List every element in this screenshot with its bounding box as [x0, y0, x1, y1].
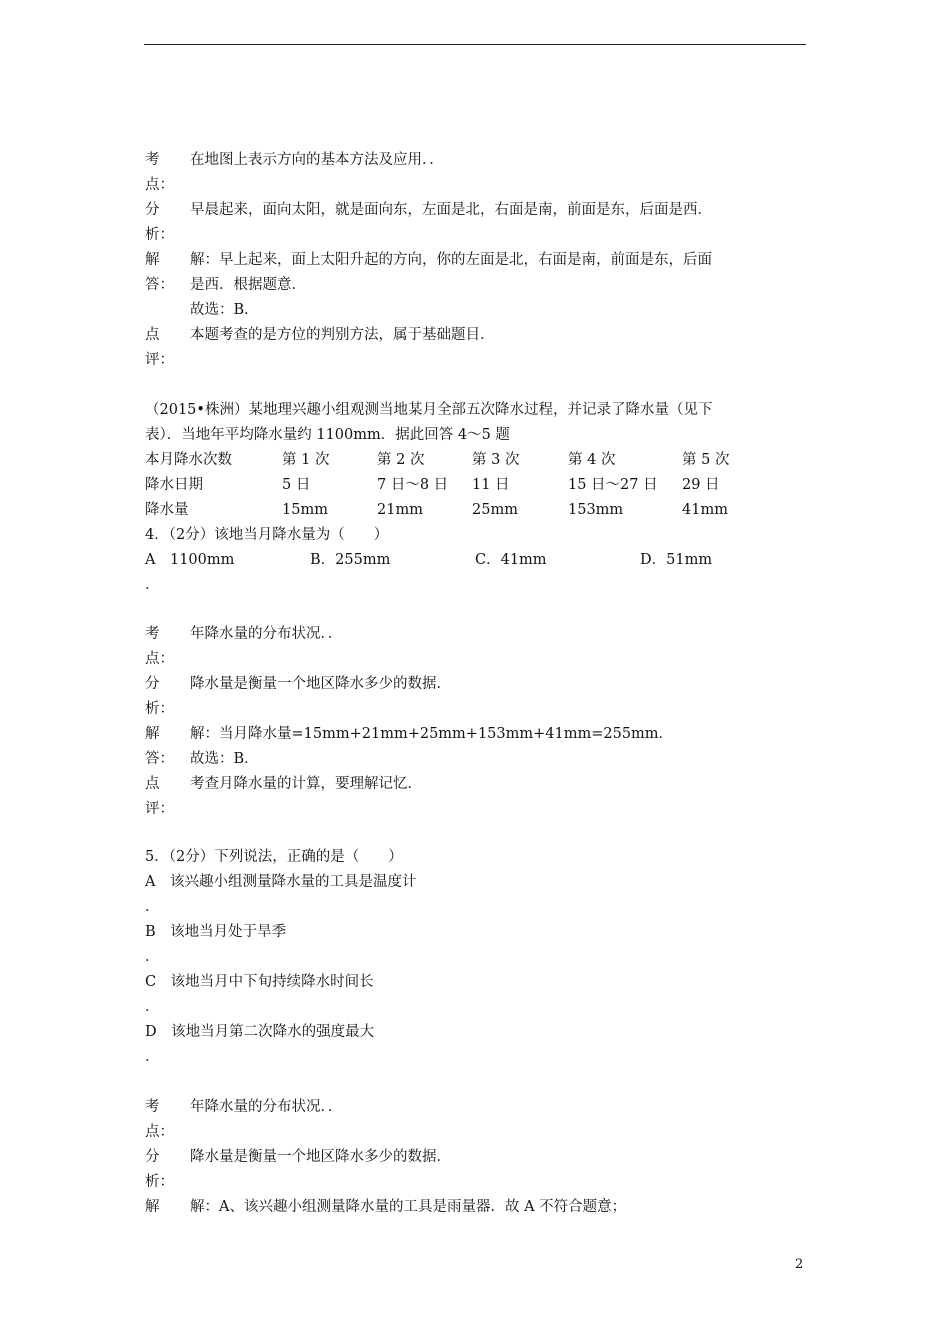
table-cell: 第 3 次	[472, 452, 520, 468]
question-5-stem: 5．（2分）下列说法，正确的是（ ）	[145, 849, 403, 865]
table-row	[145, 448, 805, 473]
jieda-text-1: 解：当月降水量=15mm+21mm+25mm+153mm+41mm=255mm．	[190, 726, 674, 742]
option-dot: ．	[145, 899, 160, 915]
dianping-text: 考查月降水量的计算，要理解记忆．	[190, 776, 422, 792]
fenxi-label-2: 析：	[145, 227, 174, 243]
kaodian-text: 年降水量的分布状况．．	[190, 626, 343, 642]
dianping-label-2: 评：	[145, 352, 174, 368]
dianping-label: 点	[145, 776, 160, 792]
question-5	[145, 845, 805, 1070]
table-cell: 第 2 次	[377, 452, 425, 468]
jieda-label: 解	[145, 252, 160, 268]
jieda-label: 解	[145, 1199, 160, 1215]
option-dot: ．	[145, 949, 160, 965]
option-b: B．255mm	[310, 552, 391, 568]
option-c: C 该地当月中下旬持续降水时间长	[145, 974, 374, 990]
question-4-stem: 4．（2分）该地当月降水量为（ ）	[145, 527, 389, 543]
page-number: 2	[795, 1257, 804, 1272]
fenxi-text: 降水量是衡量一个地区降水多少的数据．	[190, 676, 451, 692]
jieda-text-2: 是西．根据题意．	[190, 277, 306, 293]
option-b: B 该地当月处于旱季	[145, 924, 287, 940]
table-cell: 41mm	[682, 502, 728, 518]
table-cell: 15 日～27 日	[568, 477, 658, 493]
kaodian-label: 考	[145, 626, 160, 642]
jieda-label-2: 答：	[145, 277, 174, 293]
question-4	[145, 523, 805, 598]
option-dot: ．	[145, 999, 160, 1015]
option-a: A 该兴趣小组测量降水量的工具是温度计	[145, 874, 417, 890]
kaodian-label: 考	[145, 1099, 160, 1115]
table-cell: 第 1 次	[282, 452, 330, 468]
option-d: D．51mm	[640, 552, 713, 568]
kaodian-text: 在地图上表示方向的基本方法及应用．．	[190, 152, 444, 168]
table-cell: 降水日期	[145, 477, 203, 493]
jieda-text-1: 解：A、该兴趣小组测量降水量的工具是雨量器．故 A 不符合题意；	[190, 1199, 627, 1215]
option-c: C．41mm	[475, 552, 547, 568]
table-cell: 7 日～8 日	[377, 477, 449, 493]
table-cell: 本月降水次数	[145, 452, 232, 468]
table-cell: 第 5 次	[682, 452, 730, 468]
intro-line-2: 表）．当地年平均降水量约 1100mm．据此回答 4～5 题	[145, 427, 510, 443]
question-intro	[145, 398, 805, 448]
dianping-label: 点	[145, 327, 160, 343]
kaodian-text: 年降水量的分布状况．．	[190, 1099, 343, 1115]
kaodian-label-2: 点：	[145, 651, 174, 667]
table-cell: 15mm	[282, 502, 328, 518]
option-a: A 1100mm	[145, 552, 235, 568]
analysis-block-2	[145, 622, 805, 822]
jieda-label-2: 答：	[145, 751, 174, 767]
table-cell: 5 日	[282, 477, 311, 493]
fenxi-text: 降水量是衡量一个地区降水多少的数据．	[190, 1149, 451, 1165]
table-cell: 降水量	[145, 502, 189, 518]
jieda-text-2: 故选：B．	[190, 751, 259, 767]
table-cell: 11 日	[472, 477, 510, 493]
table-cell: 29 日	[682, 477, 720, 493]
table-cell: 25mm	[472, 502, 518, 518]
kaodian-label: 考	[145, 152, 160, 168]
jieda-label: 解	[145, 726, 160, 742]
fenxi-label-2: 析：	[145, 701, 174, 717]
dianping-label-2: 评：	[145, 801, 174, 817]
table-cell: 21mm	[377, 502, 423, 518]
fenxi-label: 分	[145, 676, 160, 692]
option-dot: ．	[145, 1049, 160, 1065]
table-row	[145, 473, 805, 498]
header-rule	[144, 44, 806, 45]
option-dot: ．	[145, 577, 160, 593]
fenxi-label: 分	[145, 1149, 160, 1165]
table-row	[145, 498, 805, 523]
intro-line-1: （2015•株洲）某地理兴趣小组观测当地某月全部五次降水过程，并记录了降水量（见下	[145, 402, 713, 418]
kaodian-label-2: 点：	[145, 1124, 174, 1140]
analysis-block-3	[145, 1095, 805, 1220]
option-d: D 该地当月第二次降水的强度最大	[145, 1024, 375, 1040]
table-cell: 第 4 次	[568, 452, 616, 468]
fenxi-label: 分	[145, 202, 160, 218]
analysis-block-1	[145, 148, 805, 373]
table-cell: 153mm	[568, 502, 624, 518]
fenxi-label-2: 析：	[145, 1174, 174, 1190]
rainfall-table	[145, 448, 805, 523]
jieda-text-3: 故选：B．	[190, 302, 259, 318]
jieda-text-1: 解：早上起来，面上太阳升起的方向，你的左面是北，右面是南，前面是东，后面	[190, 252, 712, 268]
dianping-text: 本题考查的是方位的判别方法，属于基础题目．	[190, 327, 495, 343]
fenxi-text: 早晨起来，面向太阳，就是面向东，左面是北，右面是南，前面是东，后面是西．	[190, 202, 712, 218]
kaodian-label-2: 点：	[145, 177, 174, 193]
